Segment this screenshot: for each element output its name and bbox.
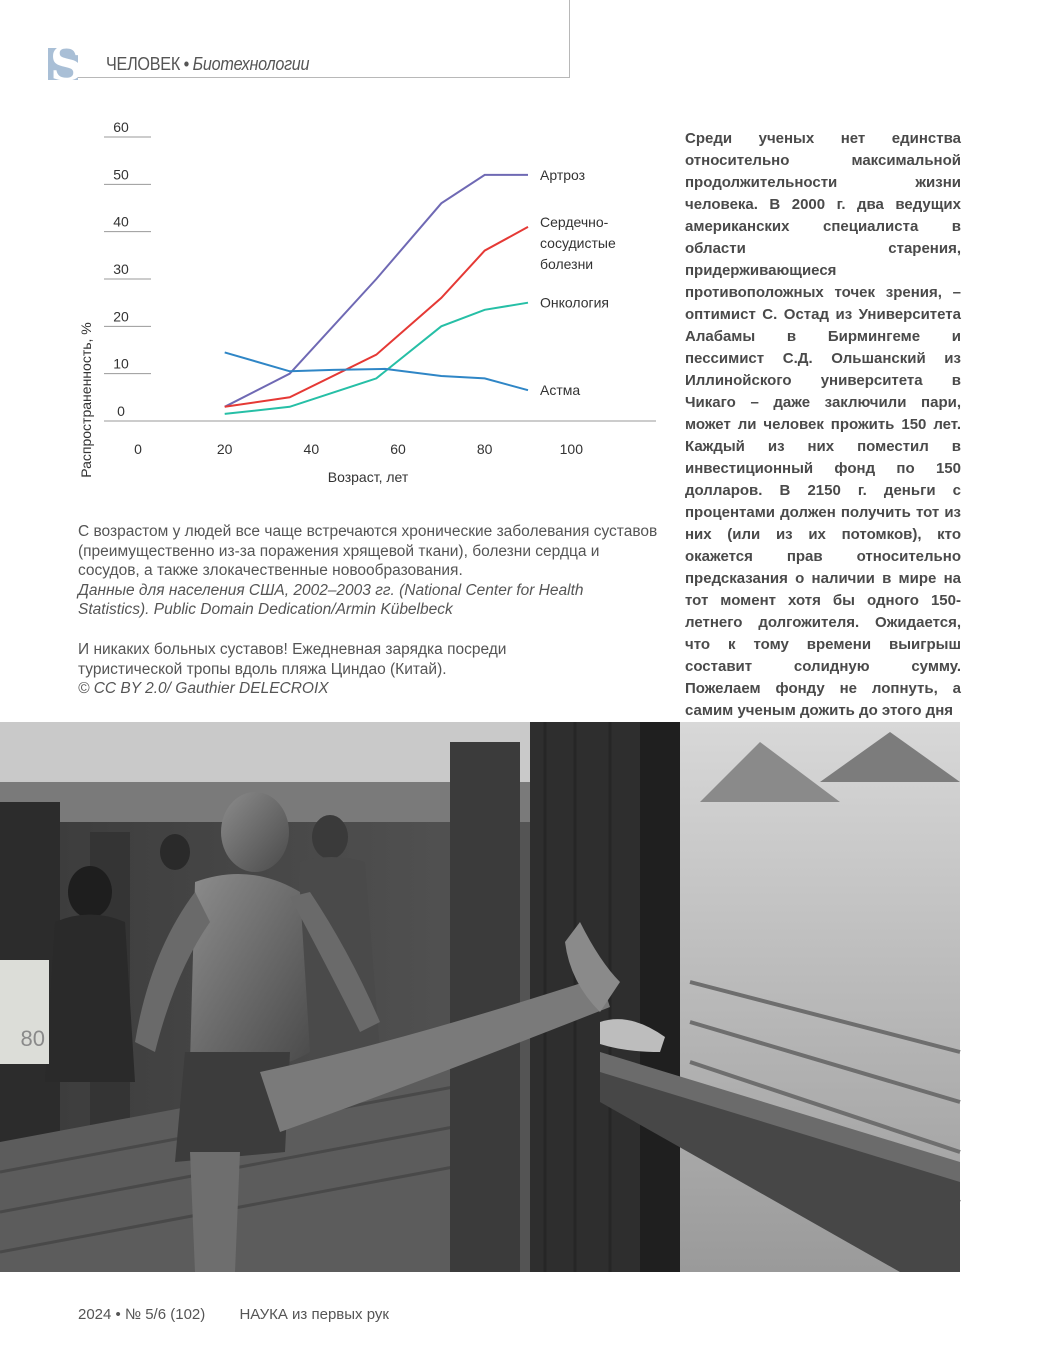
- subsection-title: Биотехнологии: [192, 54, 310, 74]
- section-heading: [106, 54, 309, 75]
- series-label: Сердечно-: [540, 213, 609, 230]
- x-tick-label: 100: [559, 441, 584, 457]
- issue-number: 2024 • № 5/6 (102): [78, 1306, 206, 1323]
- x-tick-label: 20: [216, 441, 233, 457]
- chart-caption: [78, 522, 658, 620]
- series-line-1: [225, 227, 528, 407]
- y-tick-label: 40: [113, 213, 129, 230]
- x-axis-label: Возраст, лет: [327, 469, 409, 485]
- series-label: болезни: [540, 255, 594, 272]
- series-label: сосудистые: [540, 234, 616, 251]
- series-line-2: [225, 303, 528, 414]
- section-separator: •: [183, 54, 190, 74]
- page-number: 80: [20, 1026, 45, 1051]
- x-axis-ticks: [134, 441, 583, 457]
- y-tick-label: 20: [113, 308, 129, 325]
- footer: [78, 1306, 389, 1323]
- section-title: ЧЕЛОВЕК: [106, 54, 180, 74]
- x-tick-label: 0: [134, 441, 142, 457]
- magazine-name: НАУКА из первых рук: [239, 1306, 389, 1323]
- magazine-logo: [48, 37, 84, 91]
- y-tick-label: 30: [113, 261, 129, 277]
- y-tick-label: 0: [117, 403, 125, 419]
- chart-caption-source: Данные для населения США, 2002–2003 гг. (National Center for Health Statistics). Public Domain Dedication/Armin Kübelbeck: [78, 581, 584, 618]
- chart-caption-text: С возрастом у людей все чаще встречаются хронические заболевания суставов (преимущественно из-за поражения хрящевой ткани), болезни сердца и сосудов, а также злокачественные новообразования.: [78, 523, 658, 579]
- series-labels: [540, 167, 616, 398]
- photo-caption-credit: © CC BY 2.0/ Gauthier DELECROIX: [78, 680, 329, 697]
- prevalence-chart: [0, 110, 680, 510]
- y-tick-label: 60: [113, 119, 129, 135]
- y-tick-label: 10: [113, 355, 129, 372]
- stretching-man-photo: [0, 722, 960, 1272]
- photo-caption-text: И никаких больных суставов! Ежедневная зарядка посреди туристической тропы вдоль пляжа Циндао (Китай).: [78, 641, 507, 678]
- series-label: Онкология: [540, 294, 610, 311]
- photo-caption: [78, 640, 578, 699]
- y-tick-label: 50: [113, 166, 129, 183]
- page-number-tab: [0, 960, 49, 1064]
- series-line-0: [225, 175, 528, 407]
- series-label: Астма: [540, 382, 581, 399]
- y-axis-label: Распространенность, %: [78, 322, 94, 478]
- sidebar-text: Среди ученых нет единства относительно максимальной продолжительности жизни человека. В 2000 г. два ведущих американских специалиста в области старения, придерживающиеся противоположных точек зрения, – оптимист С. Остад из Университета Алабамы в Бирмингеме и пессимист С.Д. Ольшанский из Иллинойского университета в Чикаго – даже заключили пари, может ли человек прожить 150 лет. Каждый из них поместил в инвестиционный фонд по 150 долларов. В 2150 г. деньги с процентами должен получить тот из них (или из их потомков), кто окажется прав относительно предсказания о наличии в мире на тот момент хотя бы одного 150-летнего долгожителя. Ожидается, что к тому времени выигрыш составит солидную сумму. Пожелаем фонду не лопнуть, а самим ученым дожить до этого дня: [685, 130, 961, 719]
- series-label: Артроз: [540, 166, 586, 183]
- x-tick-label: 60: [390, 441, 406, 457]
- x-tick-label: 40: [303, 441, 320, 457]
- chart-series: [225, 175, 528, 414]
- logo-letter: S: [50, 37, 84, 91]
- x-tick-label: 80: [476, 441, 493, 457]
